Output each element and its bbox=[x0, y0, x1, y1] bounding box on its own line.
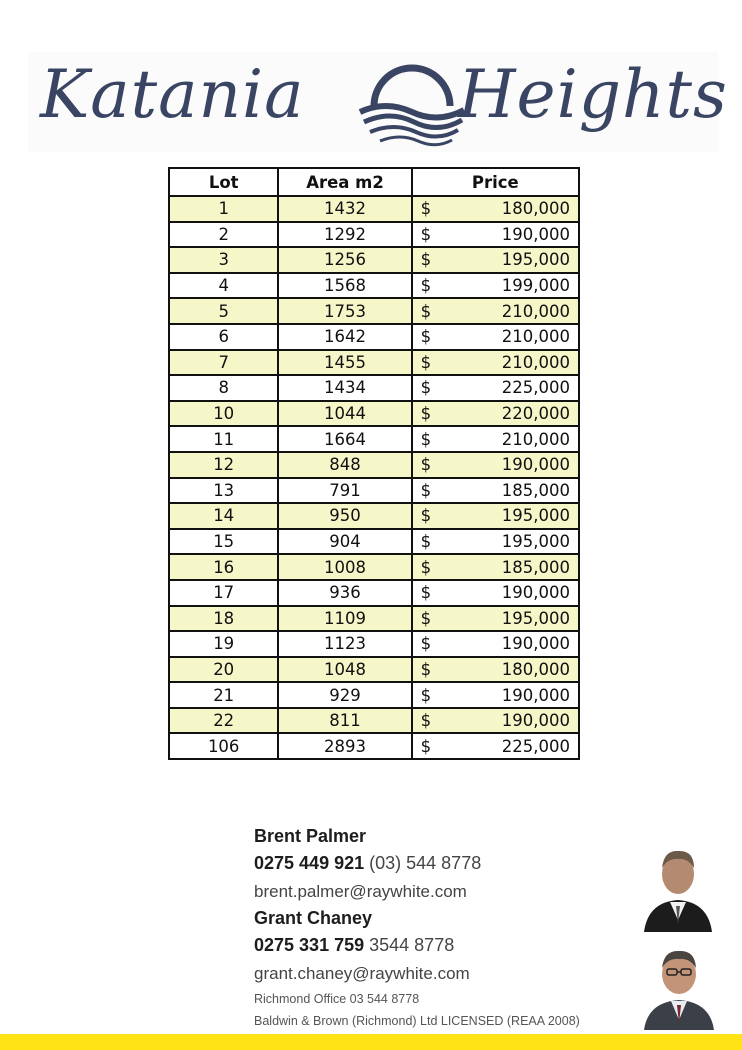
lot-price-table bbox=[168, 167, 580, 760]
table-row bbox=[169, 375, 579, 401]
header-area: Area m2 bbox=[278, 168, 411, 196]
cell-lot: 13 bbox=[169, 478, 278, 504]
cell-price bbox=[412, 478, 579, 504]
cell-area: 1008 bbox=[278, 554, 411, 580]
table-row bbox=[169, 247, 579, 273]
cell-price bbox=[412, 196, 579, 222]
currency-symbol: $ bbox=[420, 608, 432, 628]
contact-email[interactable]: grant.chaney@raywhite.com bbox=[254, 964, 470, 983]
footer-yellow-band bbox=[0, 1034, 742, 1050]
price-amount: 185,000 bbox=[501, 480, 570, 500]
cell-lot: 18 bbox=[169, 606, 278, 632]
price-amount: 195,000 bbox=[501, 250, 570, 270]
price-amount: 190,000 bbox=[501, 634, 570, 654]
cell-lot: 22 bbox=[169, 708, 278, 734]
currency-symbol: $ bbox=[420, 711, 432, 731]
cell-lot: 17 bbox=[169, 580, 278, 606]
office-phone: Richmond Office 03 544 8778 bbox=[254, 992, 420, 1006]
table-row bbox=[169, 657, 579, 683]
price-amount: 225,000 bbox=[501, 736, 570, 756]
cell-price bbox=[412, 350, 579, 376]
cell-lot: 7 bbox=[169, 350, 278, 376]
cell-lot: 8 bbox=[169, 375, 278, 401]
price-amount: 185,000 bbox=[501, 557, 570, 577]
currency-symbol: $ bbox=[420, 404, 432, 424]
cell-area: 936 bbox=[278, 580, 411, 606]
cell-lot: 12 bbox=[169, 452, 278, 478]
cell-lot: 106 bbox=[169, 733, 278, 759]
price-amount: 210,000 bbox=[501, 327, 570, 347]
price-amount: 225,000 bbox=[501, 378, 570, 398]
cell-price bbox=[412, 733, 579, 759]
table-row bbox=[169, 503, 579, 529]
table-row bbox=[169, 631, 579, 657]
currency-symbol: $ bbox=[420, 276, 432, 296]
contact-name: Brent Palmer bbox=[254, 826, 367, 846]
price-amount: 199,000 bbox=[501, 276, 570, 296]
currency-symbol: $ bbox=[420, 250, 432, 270]
cell-area: 791 bbox=[278, 478, 411, 504]
header-lot: Lot bbox=[169, 168, 278, 196]
table-row bbox=[169, 733, 579, 759]
currency-symbol: $ bbox=[420, 480, 432, 500]
price-amount: 195,000 bbox=[501, 532, 570, 552]
cell-lot: 10 bbox=[169, 401, 278, 427]
agent-photo-grant bbox=[642, 938, 716, 1030]
cell-price bbox=[412, 708, 579, 734]
table-row bbox=[169, 196, 579, 222]
currency-symbol: $ bbox=[420, 327, 432, 347]
currency-symbol: $ bbox=[420, 224, 432, 244]
price-amount: 195,000 bbox=[501, 506, 570, 526]
table-row bbox=[169, 708, 579, 734]
contact-phone: (03) 544 8778 bbox=[369, 853, 482, 873]
cell-price bbox=[412, 273, 579, 299]
cell-lot: 16 bbox=[169, 554, 278, 580]
contact-phone: 3544 8778 bbox=[369, 935, 455, 955]
cell-price bbox=[412, 247, 579, 273]
currency-symbol: $ bbox=[420, 378, 432, 398]
cell-area: 1664 bbox=[278, 426, 411, 452]
currency-symbol: $ bbox=[420, 659, 432, 679]
cell-area: 848 bbox=[278, 452, 411, 478]
cell-area: 1048 bbox=[278, 657, 411, 683]
cell-lot: 5 bbox=[169, 298, 278, 324]
price-amount: 190,000 bbox=[501, 711, 570, 731]
cell-price bbox=[412, 375, 579, 401]
price-amount: 195,000 bbox=[501, 608, 570, 628]
cell-lot: 15 bbox=[169, 529, 278, 555]
cell-lot: 3 bbox=[169, 247, 278, 273]
table-row bbox=[169, 350, 579, 376]
table-row bbox=[169, 682, 579, 708]
table-row bbox=[169, 529, 579, 555]
currency-symbol: $ bbox=[420, 736, 432, 756]
cell-price bbox=[412, 324, 579, 350]
cell-area: 1123 bbox=[278, 631, 411, 657]
contact-mobile: 0275 449 921 bbox=[254, 853, 365, 873]
currency-symbol: $ bbox=[420, 685, 432, 705]
price-amount: 180,000 bbox=[501, 659, 570, 679]
cell-area: 1109 bbox=[278, 606, 411, 632]
cell-area: 1568 bbox=[278, 273, 411, 299]
currency-symbol: $ bbox=[420, 199, 432, 219]
cell-area: 1455 bbox=[278, 350, 411, 376]
cell-price bbox=[412, 631, 579, 657]
cell-area: 904 bbox=[278, 529, 411, 555]
contact-email[interactable]: brent.palmer@raywhite.com bbox=[254, 882, 467, 901]
table-row bbox=[169, 478, 579, 504]
cell-lot: 4 bbox=[169, 273, 278, 299]
cell-price bbox=[412, 580, 579, 606]
table-header-row bbox=[169, 168, 579, 196]
price-amount: 190,000 bbox=[501, 224, 570, 244]
price-amount: 190,000 bbox=[501, 685, 570, 705]
cell-area: 1256 bbox=[278, 247, 411, 273]
table-row bbox=[169, 580, 579, 606]
table-row bbox=[169, 554, 579, 580]
price-amount: 180,000 bbox=[501, 199, 570, 219]
cell-area: 2893 bbox=[278, 733, 411, 759]
price-amount: 210,000 bbox=[501, 429, 570, 449]
cell-price bbox=[412, 426, 579, 452]
contact-mobile: 0275 331 759 bbox=[254, 935, 365, 955]
table-row bbox=[169, 401, 579, 427]
cell-area: 811 bbox=[278, 708, 411, 734]
logo-word-katania: Katania bbox=[40, 56, 305, 133]
contact-name: Grant Chaney bbox=[254, 908, 373, 928]
cell-price bbox=[412, 452, 579, 478]
cell-lot: 21 bbox=[169, 682, 278, 708]
sunset-waves-icon bbox=[356, 62, 468, 148]
license-text: Baldwin & Brown (Richmond) Ltd LICENSED (REAA 2008) bbox=[254, 1014, 580, 1028]
cell-price bbox=[412, 529, 579, 555]
price-amount: 190,000 bbox=[501, 455, 570, 475]
cell-lot: 14 bbox=[169, 503, 278, 529]
cell-lot: 1 bbox=[169, 196, 278, 222]
agent-photo-brent bbox=[640, 840, 716, 932]
cell-lot: 20 bbox=[169, 657, 278, 683]
cell-area: 929 bbox=[278, 682, 411, 708]
currency-symbol: $ bbox=[420, 532, 432, 552]
currency-symbol: $ bbox=[420, 506, 432, 526]
cell-price bbox=[412, 298, 579, 324]
table-row bbox=[169, 222, 579, 248]
cell-price bbox=[412, 554, 579, 580]
header-price: Price bbox=[412, 168, 579, 196]
logo-word-heights: Heights bbox=[458, 56, 728, 133]
currency-symbol: $ bbox=[420, 429, 432, 449]
cell-lot: 11 bbox=[169, 426, 278, 452]
cell-area: 1292 bbox=[278, 222, 411, 248]
table-row bbox=[169, 452, 579, 478]
currency-symbol: $ bbox=[420, 557, 432, 577]
price-amount: 190,000 bbox=[501, 583, 570, 603]
contact-phone-line bbox=[254, 848, 634, 878]
cell-area: 950 bbox=[278, 503, 411, 529]
cell-area: 1432 bbox=[278, 196, 411, 222]
table-row bbox=[169, 273, 579, 299]
table-row bbox=[169, 298, 579, 324]
cell-lot: 2 bbox=[169, 222, 278, 248]
cell-area: 1044 bbox=[278, 401, 411, 427]
currency-symbol: $ bbox=[420, 352, 432, 372]
cell-area: 1434 bbox=[278, 375, 411, 401]
price-amount: 220,000 bbox=[501, 404, 570, 424]
cell-price bbox=[412, 503, 579, 529]
cell-price bbox=[412, 657, 579, 683]
katania-heights-logo bbox=[28, 52, 728, 152]
cell-price bbox=[412, 606, 579, 632]
currency-symbol: $ bbox=[420, 634, 432, 654]
cell-price bbox=[412, 401, 579, 427]
price-amount: 210,000 bbox=[501, 352, 570, 372]
cell-lot: 19 bbox=[169, 631, 278, 657]
currency-symbol: $ bbox=[420, 301, 432, 321]
cell-price bbox=[412, 682, 579, 708]
table-row bbox=[169, 324, 579, 350]
cell-lot: 6 bbox=[169, 324, 278, 350]
currency-symbol: $ bbox=[420, 455, 432, 475]
table-row bbox=[169, 426, 579, 452]
cell-price bbox=[412, 222, 579, 248]
cell-area: 1642 bbox=[278, 324, 411, 350]
table-row bbox=[169, 606, 579, 632]
price-amount: 210,000 bbox=[501, 301, 570, 321]
currency-symbol: $ bbox=[420, 583, 432, 603]
cell-area: 1753 bbox=[278, 298, 411, 324]
contact-block bbox=[254, 824, 634, 1032]
contact-phone-line bbox=[254, 930, 634, 960]
